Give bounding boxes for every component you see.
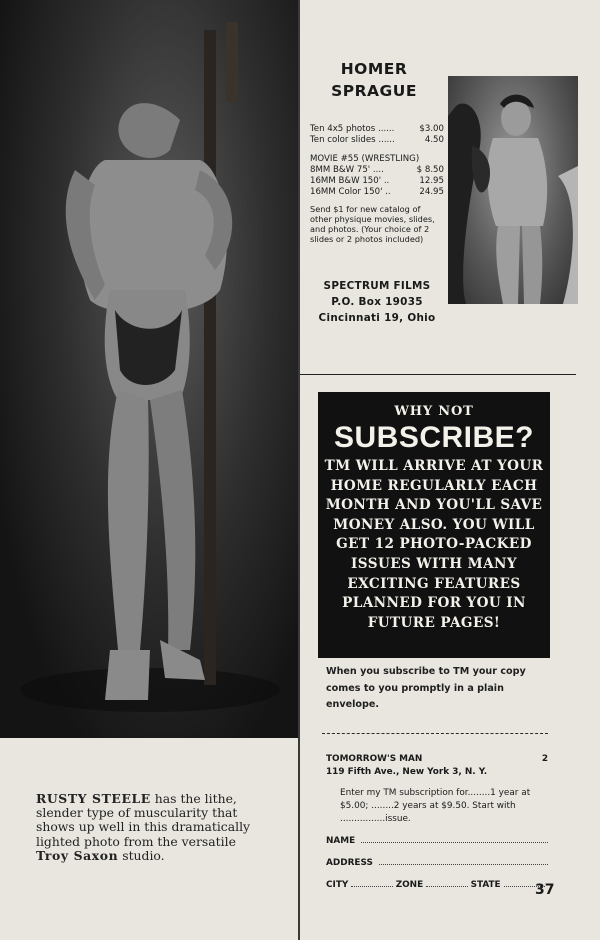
price-label: 8MM B&W 75' .... xyxy=(310,165,384,175)
subscribe-why-not: WHY NOT xyxy=(394,404,474,419)
form-enter-text: Enter my TM subscription for........1 year at $5.00; ........2 years at $9.50. Start with ................issue. xyxy=(340,788,531,824)
photo-caption xyxy=(36,792,268,863)
name-line[interactable] xyxy=(361,834,548,843)
address-line[interactable] xyxy=(379,856,548,865)
subscribe-body: TM WILL ARRIVE AT YOUR HOME REGULARLY EACH MONTH AND YOU'LL SAVE MONEY ALSO. YOU WILL GET 12 PHOTO-PACKED ISSUES WITH MANY EXCITING FEATURES PLANNED FOR YOU IN FUTURE PAGES! xyxy=(324,458,544,631)
state-label: STATE xyxy=(470,880,501,890)
caption-name: RUSTY STEELE xyxy=(36,791,151,806)
address-field[interactable] xyxy=(326,856,548,870)
name-field[interactable] xyxy=(326,834,548,848)
ad-photo-figure xyxy=(448,76,578,304)
movie-title: MOVIE #55 (WRESTLING) xyxy=(310,154,420,164)
price-value: 12.95 xyxy=(419,176,444,186)
zone-label: ZONE xyxy=(395,880,424,890)
price-label: 16MM Color 150' .. xyxy=(310,187,391,197)
price-value: $ 8.50 xyxy=(416,165,444,175)
ad-price-list xyxy=(310,124,444,244)
price-value: 4.50 xyxy=(424,135,444,145)
catalog-note: Send $1 for new catalog of other physique movies, slides, and photos. (Your choice of 2 slides or 2 photos included) xyxy=(310,204,435,244)
ad-title-line1: HOMER xyxy=(340,60,408,78)
price-label: 16MM B&W 150' .. xyxy=(310,176,390,186)
price-row xyxy=(310,176,444,187)
form-magazine: TOMORROW'S MAN xyxy=(326,754,423,764)
price-row xyxy=(310,187,444,198)
form-header xyxy=(326,753,548,766)
price-row xyxy=(310,165,444,176)
form-address: 119 Fifth Ave., New York 3, N. Y. xyxy=(326,767,488,777)
address-label: ADDRESS xyxy=(326,858,373,868)
ad-photo xyxy=(448,76,578,304)
caption-text-b: studio. xyxy=(118,847,165,863)
po-box: P.O. Box 19035 xyxy=(331,296,423,308)
athlete-figure xyxy=(0,0,300,738)
city-label: CITY xyxy=(326,880,349,890)
cut-line xyxy=(322,733,548,734)
section-divider xyxy=(300,374,576,375)
caption-text-a: has the lithe, slender type of muscularity that shows up well in this dramatically lighted photo from the versatile xyxy=(36,791,251,849)
city-line[interactable] xyxy=(351,878,392,887)
subscribe-headline: SUBSCRIBE? xyxy=(333,421,534,454)
name-label: NAME xyxy=(326,836,356,846)
ad-title xyxy=(315,58,433,102)
company-city: Cincinnati 19, Ohio xyxy=(318,312,436,324)
order-form xyxy=(326,753,548,892)
price-value: $3.00 xyxy=(419,124,444,134)
subscribe-note: When you subscribe to TM your copy comes to you promptly in a plain envelope. xyxy=(326,666,526,710)
price-label: Ten color slides ...... xyxy=(310,135,395,145)
zone-line[interactable] xyxy=(426,878,467,887)
ad-address xyxy=(312,278,442,326)
city-zone-state-field[interactable] xyxy=(326,878,548,892)
price-value: 24.95 xyxy=(419,187,444,197)
page-number: 37 xyxy=(535,882,555,898)
price-row xyxy=(310,135,444,146)
subscribe-box xyxy=(318,392,550,658)
ad-title-line2: SPRAGUE xyxy=(331,82,417,100)
column-divider xyxy=(298,0,300,940)
athlete-photo xyxy=(0,0,300,738)
company-name: SPECTRUM FILMS xyxy=(323,280,431,292)
price-label: Ten 4x5 photos ...... xyxy=(310,124,395,134)
price-row xyxy=(310,124,444,135)
caption-studio: Troy Saxon xyxy=(36,847,119,863)
form-number: 2 xyxy=(541,754,548,764)
